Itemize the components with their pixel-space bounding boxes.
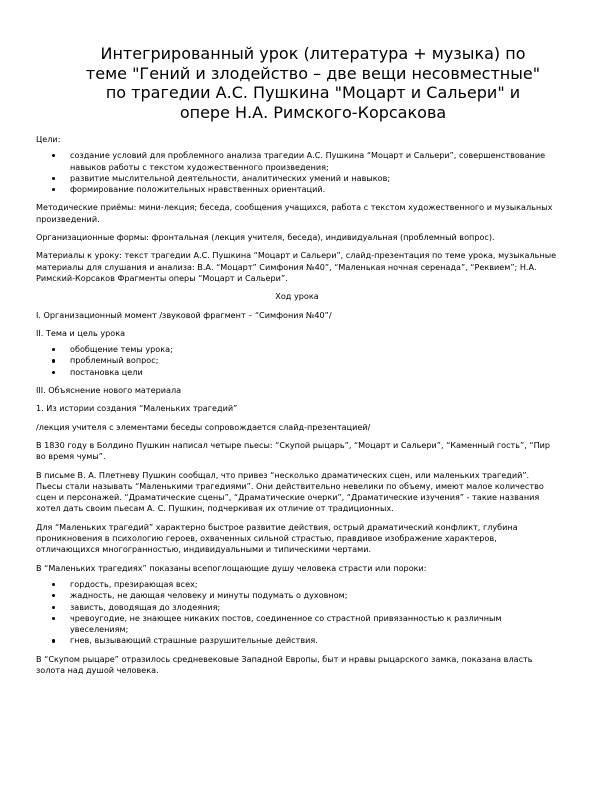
list-item: жадность, не дающая человеку и минуты подумать о духовном; (36, 590, 558, 601)
goal-item: формирование положительных нравственных ориентаций. (36, 184, 558, 195)
goal-item: развитие мыслительной деятельности, аналитических умений и навыков; (36, 173, 558, 184)
list-item: зависть, доводящая до злодеяния; (36, 602, 558, 613)
features-paragraph: Для “Маленьких трагедий” характерно быстрое развитие действия, острый драматический конфликт, глубина проникновения в психологию героев, охваченных сильной страстью, правдивое изображение характеров, отличающихся многогранностью, индивидуальными и типическими чертами. (36, 521, 518, 555)
knight-paragraph: В “Скупом рыцаре” отразилось средневековые Западной Европы, быт и нравы рыцарского замка, показана власть золота над душой человека. (36, 653, 533, 675)
boldino-paragraph: В 1830 году в Болдино Пушкин написал четыре пьесы: “Скупой рыцарь”, “Моцарт и Сальери”, “Каменный гость”, “Пир во время чумы”. (36, 439, 551, 462)
list-item: постановка цели (36, 367, 558, 378)
document-title: Интегрированный урок (литература + музыка) по теме "Гений и злодейство – две вещи несовместные" по трагедии А.С. Пушкина "Моцарт и Сальери" и опере Н.А. Римского-Корсакова (85, 44, 541, 122)
passions-intro: В “Маленьких трагедиях” показаны всепоглощающие душу человека страсти или пороки: (36, 562, 427, 573)
course-heading: Ход урока (275, 291, 319, 302)
passions-list (36, 579, 558, 647)
list-item: гордость, презирающая всех; (36, 579, 558, 590)
list-item: обобщение темы урока; (36, 344, 558, 355)
forms-paragraph: Организационные формы: фронтальная (лекция учителя, беседа), индивидуальная (проблемный вопрос). (36, 232, 495, 243)
methods-paragraph: Методические приёмы: мини-лекция; беседа, сообщения учащихся, работа с текстом художественного и музыкальных произведений. (36, 202, 553, 224)
section-2-heading: II. Тема и цель урока (36, 327, 126, 338)
section-2-list (36, 344, 558, 378)
materials-paragraph: Материалы к уроку: текст трагедии А.С. Пушкина “Моцарт и Сальери”, слайд-презентация по теме урока, музыкальные материалы для слушания и анализа: В.А. “Моцарт” Симфония №40”, “Маленькая ночная серенада”, “Реквием”; Н.А. Римский-Корсаков Фрагменты оперы “Моцарт и Сальери”. (36, 250, 557, 283)
list-item: проблемный вопрос; (36, 355, 558, 366)
lecture-note: /лекция учителя с элементами беседы сопровождается слайд-презентацией/ (36, 421, 371, 432)
section-1-heading: I. Организационный момент /звуковой фрагмент – “Симфония №40”/ (36, 309, 332, 320)
section-3-heading: III. Объяснение нового материала (36, 385, 182, 396)
list-item: гнев, вызывающий страшные разрушительные действия. (36, 635, 558, 646)
letter-paragraph: В письме В. А. Плетневу Пушкин сообщал, что привез “несколько драматических сцен, или маленьких трагедий”. Пьесы стали называть “Маленькими трагедиями”. Они действительно невелики по объему, имеют малое количество сцен и персонажей. “Драматические сцены”, “Драматические очерки”, “Драматические изучения” - такие названия хотел дать своим пьесам А. С. Пушкин, подчеркивая их отличие от традиционных. (36, 469, 544, 514)
goal-item: создание условий для проблемного анализа трагедии А.С. Пушкина “Моцарт и Сальери”, совершенствование навыков работы с текстом художественного произведения; (36, 150, 558, 173)
goals-label: Цели: (36, 134, 61, 144)
subsection-1-heading: 1. Из истории создания “Маленьких трагедий” (36, 403, 238, 414)
list-item: чревоугодие, не знающее никаких постов, соединенное со страстной привязанностью к различным увеселениям; (36, 613, 558, 636)
goals-list (36, 150, 558, 195)
